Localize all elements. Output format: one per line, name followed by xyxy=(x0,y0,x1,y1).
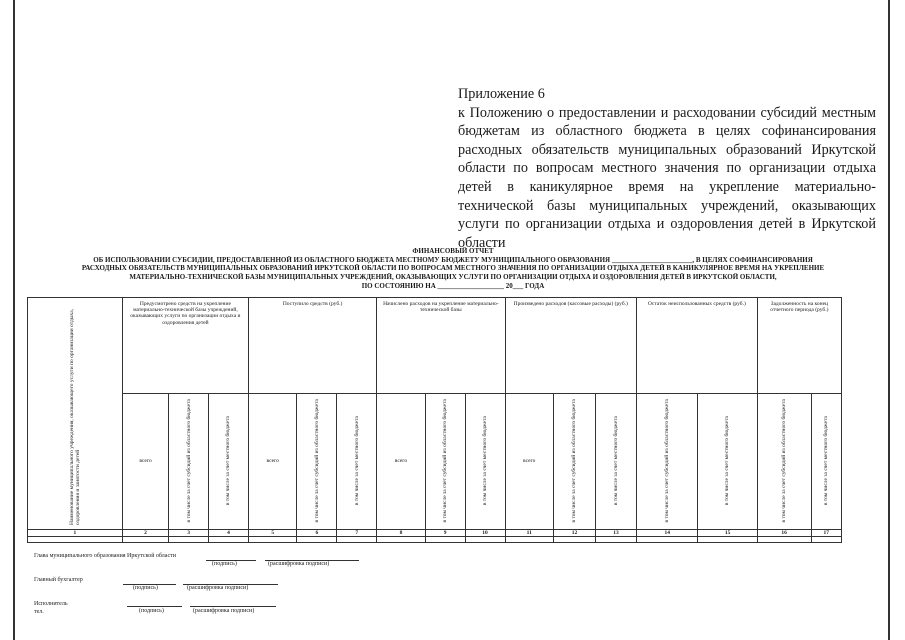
column-number: 5 xyxy=(248,529,297,536)
header-group-cash-expenses: Произведено расходов (кассовые расходы) (руб.) xyxy=(505,298,636,394)
subheader-regional: в том числе за счет субсидий из областного бюджета xyxy=(636,394,697,530)
column-number: 17 xyxy=(811,529,841,536)
header-institution-name: Наименование муниципального учреждения, оказывающего услуги по организации отдыха, оздоровления и занятости детей xyxy=(28,298,123,530)
signature-hint: (подпись) xyxy=(133,585,158,591)
report-title: ФИНАНСОВЫЙ ОТЧЕТ xyxy=(412,247,494,255)
subheader-regional: в том числе за счет субсидий из областного бюджета xyxy=(297,394,337,530)
column-number: 4 xyxy=(209,529,249,536)
column-number: 11 xyxy=(505,529,554,536)
table-row xyxy=(28,536,842,542)
financial-report-table xyxy=(27,297,842,543)
report-heading xyxy=(20,247,886,291)
column-number: 2 xyxy=(122,529,168,536)
subheader-regional: в том числе за счет субсидий из областного бюджета xyxy=(425,394,465,530)
column-number: 3 xyxy=(169,529,209,536)
column-number: 8 xyxy=(377,529,426,536)
header-group-debt: Задолженность на конец отчетного периода (руб.) xyxy=(757,298,841,394)
page-left-edge xyxy=(13,0,15,640)
signature-decode-hint: (расшифровка подписи) xyxy=(187,585,249,591)
report-heading-line-5: ПО СОСТОЯНИЮ НА ___________________ 20___ ГОДА xyxy=(361,281,545,290)
subheader-regional: в том числе за счет субсидий из областного бюджета xyxy=(554,394,596,530)
header-group-planned: Предусмотрено средств на укрепление материально-технической базы учреждений, оказывающих услуги по организации отдыха и оздоровления детей xyxy=(122,298,248,394)
column-number: 6 xyxy=(297,529,337,536)
report-heading-line-4: МАТЕРИАЛЬНО-ТЕХНИЧЕСКОЙ БАЗЫ МУНИЦИПАЛЬНЫХ УЧРЕЖДЕНИЙ, ОКАЗЫВАЮЩИХ УСЛУГИ ПО ОРГАНИЗАЦИИ ОТДЫХА И ОЗДОРОВЛЕНИЯ ДЕТЕЙ В ИРКУТСКОЙ ОБЛАСТИ, xyxy=(129,273,777,282)
report-heading-line-3: РАСХОДНЫХ ОБЯЗАТЕЛЬСТВ МУНИЦИПАЛЬНЫХ ОБРАЗОВАНИЙ ИРКУТСКОЙ ОБЛАСТИ ПО ВОПРОСАМ МЕСТНОГО ЗНАЧЕНИЯ ПО ОРГАНИЗАЦИИ ОТДЫХА ДЕТЕЙ В КАНИКУЛЯРНОЕ ВРЕМЯ НА УКРЕПЛЕНИЕ xyxy=(81,264,825,273)
header-group-unused-balance: Остаток неиспользованных средств (руб.) xyxy=(636,298,757,394)
subheader-regional: в том числе за счет субсидий из областного бюджета xyxy=(757,394,811,530)
subheader-local: в том числе за счет местного бюджета xyxy=(698,394,757,530)
signature-head-label: Глава муниципального образования Иркутской области xyxy=(34,553,176,559)
column-number: 16 xyxy=(757,529,811,536)
signature-decode-line xyxy=(190,606,276,607)
column-number: 9 xyxy=(425,529,465,536)
page-right-edge xyxy=(888,0,890,640)
appendix-text: к Положению о предоставлении и расходовании субсидий местным бюджетам из областного бюджета в целях софинансирования расходных обязательств муниципальных образований Иркутской области по вопросам местного значения по организации отдыха детей в каникулярное время на укрепление материально-технической базы муниципальных учреждений, оказывающих услуги по организации отдыха и оздоровления детей в Иркутской области xyxy=(458,104,876,251)
subheader-local: в том числе за счет местного бюджета xyxy=(465,394,505,530)
column-number: 14 xyxy=(636,529,697,536)
appendix-title: Приложение 6 xyxy=(458,86,545,102)
appendix-block xyxy=(458,85,876,252)
subheader-local: в том числе за счет местного бюджета xyxy=(811,394,841,530)
subheader-local: в том числе за счет местного бюджета xyxy=(596,394,637,530)
column-number: 7 xyxy=(337,529,377,536)
column-numbers-row xyxy=(28,529,842,536)
subheader-total: всего xyxy=(505,394,554,530)
signature-accountant-label: Главный бухгалтер xyxy=(34,577,83,583)
column-number: 15 xyxy=(698,529,757,536)
column-number: 1 xyxy=(28,529,123,536)
subheader-regional: в том числе за счет субсидий из областного бюджета xyxy=(169,394,209,530)
column-number: 12 xyxy=(554,529,596,536)
subheader-local: в том числе за счет местного бюджета xyxy=(337,394,377,530)
column-number: 13 xyxy=(596,529,637,536)
signature-executor-label: Исполнитель xyxy=(34,601,68,607)
subheader-total: всего xyxy=(248,394,297,530)
column-number: 10 xyxy=(465,529,505,536)
signature-decode-hint: (расшифровка подписи) xyxy=(268,561,330,567)
subheader-total: всего xyxy=(377,394,426,530)
subheader-local: в том числе за счет местного бюджета xyxy=(209,394,249,530)
header-group-received: Поступило средств (руб.) xyxy=(248,298,376,394)
signature-phone-label: тел. xyxy=(34,609,44,615)
report-heading-line-2: ОБ ИСПОЛЬЗОВАНИИ СУБСИДИИ, ПРЕДОСТАВЛЕННОЙ ИЗ ОБЛАСТНОГО БЮДЖЕТА МЕСТНОМУ БЮДЖЕТУ МУНИЦИПАЛЬНОГО ОБРАЗОВАНИЯ _______________________, В ЦЕЛЯХ СОФИНАНСИРОВАНИЯ xyxy=(93,255,813,264)
signature-hint: (подпись) xyxy=(139,608,164,614)
header-group-accrued: Начислено расходов на укрепление материально-технической базы xyxy=(377,298,505,394)
signature-decode-hint: (расшифровка подписи) xyxy=(193,608,255,614)
signature-hint: (подпись) xyxy=(212,561,237,567)
signature-line xyxy=(127,606,182,607)
subheader-total: всего xyxy=(122,394,168,530)
